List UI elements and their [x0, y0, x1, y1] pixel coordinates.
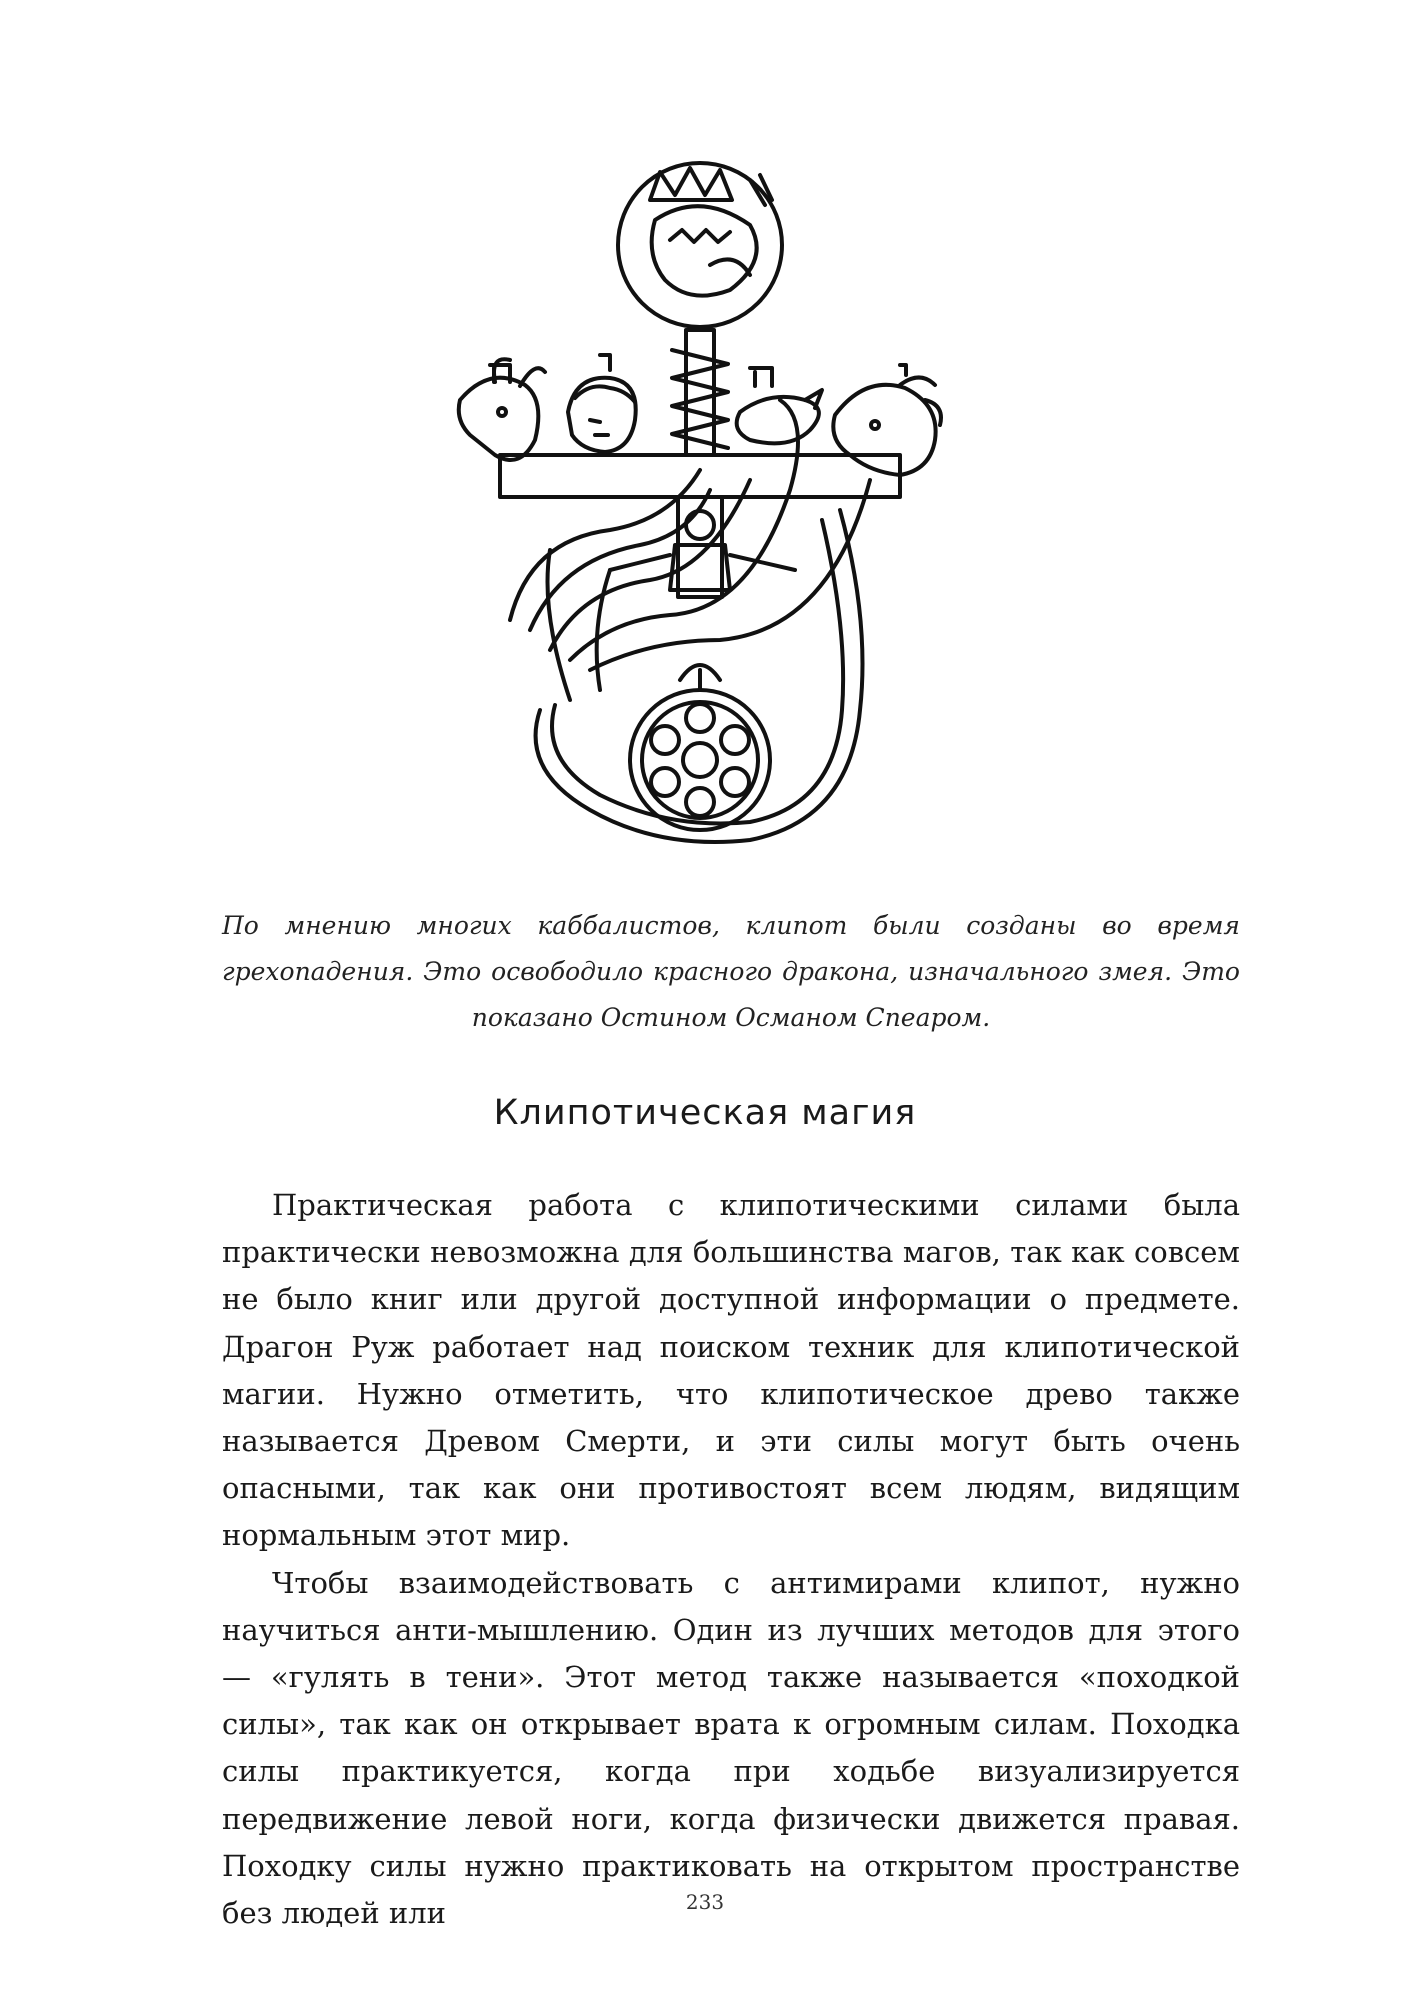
dragon-teeth — [670, 230, 730, 242]
lion-head — [833, 385, 935, 475]
dragon-head — [652, 206, 757, 295]
eagle-head — [737, 397, 819, 443]
cross-beam — [500, 455, 900, 497]
crown-shape — [650, 168, 732, 200]
bull-head — [459, 378, 539, 460]
paragraph-1: Практическая работа с клипотическими силами была практически невозможна для большинства магов, так как совсем не было книг или другой доступной информации о предмете. Драгон Руж работает над поиском техник для клипотической магии. Нужно отметить, что клипотическое древо также называется Древом Смерти, и эти силы могут быть очень опасными, так как они противостоят всем людям, видящим нормальным этот мир. — [222, 1188, 1240, 1553]
coil — [672, 350, 728, 448]
section-heading: Клипотическая магия — [493, 1093, 917, 1133]
paragraph-2: Чтобы взаимодействовать с антимирами клипот, нужно научиться анти-мышлению. Один из лучших методов для этого — «гулять в тени». Этот метод также называется «походкой силы», так как он открывает врата к огромным силам. Походка силы практикуется, когда при ходьбе визуализируется передвижение левой ноги, когда физически движется правая. Походку силы нужно практиковать на открытом пространстве без людей или — [222, 1565, 1240, 1931]
page-number: 233 — [685, 1890, 725, 1914]
figure-caption: По мнению многих каббалистов, клипот были созданы во время грехопадения. Это освободило красного дракона, изначального змея. Это показано Остином Османом Спеаром. — [222, 911, 1240, 1032]
human-head — [568, 378, 636, 452]
rope-1 — [510, 470, 700, 620]
bottom-wheel — [630, 690, 770, 830]
illustration-svg — [450, 150, 960, 870]
body-text — [222, 1182, 1240, 1937]
occult-illustration — [450, 150, 960, 870]
stem — [686, 330, 714, 455]
